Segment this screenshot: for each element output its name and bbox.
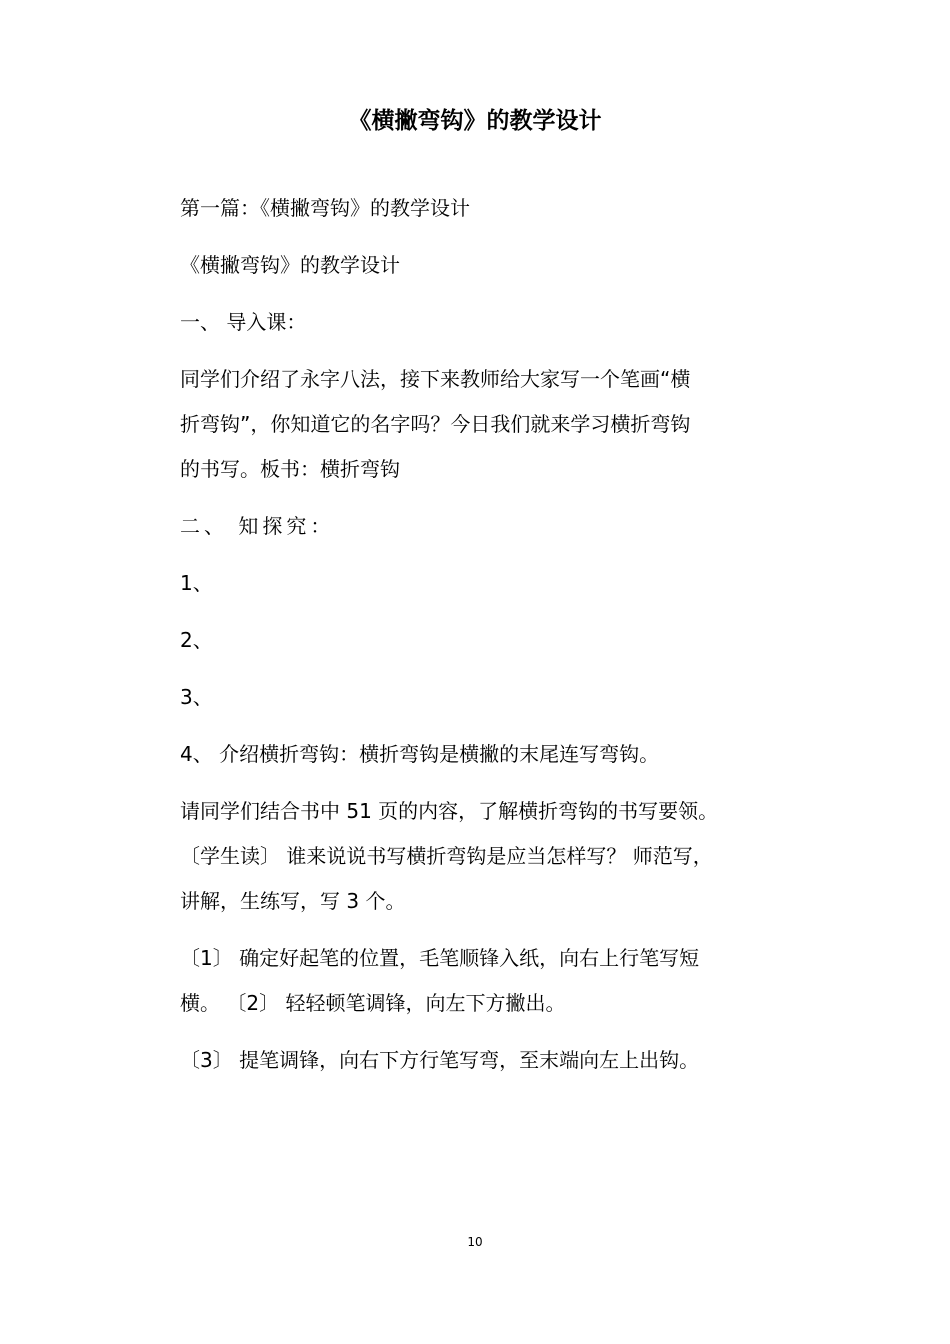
- text-line: 的书写。板书：横折弯钩: [180, 457, 400, 481]
- text-line: 3、: [180, 685, 213, 709]
- text-line: 4、 介绍横折弯钩：横折弯钩是横撇的末尾连写弯钩。: [180, 742, 660, 766]
- document-title: 《横撇弯钩》的教学设计: [348, 108, 602, 134]
- page-number: 10: [467, 1235, 483, 1249]
- paragraph-list-item-4: [180, 732, 770, 777]
- paragraph-intro-text: [180, 357, 770, 492]
- paragraph-reading-task: [180, 789, 770, 924]
- paragraph-list-item-2: [180, 618, 770, 663]
- text-line: 《横撇弯钩》的教学设计: [180, 253, 400, 277]
- paragraph-subtitle: [180, 243, 770, 288]
- paragraph-list-item-3: [180, 675, 770, 720]
- text-line: 讲解，生练写，写 3 个。: [180, 889, 406, 913]
- text-line: 1、: [180, 571, 213, 595]
- text-line: 一、 导入课：: [180, 310, 307, 334]
- text-line: 2、: [180, 628, 213, 652]
- document-body: [180, 186, 770, 1095]
- text-line: 〔1〕 确定好起笔的位置，毛笔顺锋入纸，向右上行笔写短: [180, 946, 700, 970]
- paragraph-section-heading: [180, 186, 770, 231]
- paragraph-steps-1-2: [180, 936, 770, 1026]
- text-line: 同学们介绍了永字八法，接下来教师给大家写一个笔画“横: [180, 367, 691, 391]
- paragraph-heading-intro: [180, 300, 770, 345]
- text-line: 折弯钩”，你知道它的名字吗？今日我们就来学习横折弯钩: [180, 412, 691, 436]
- text-line: 〔学生读〕 谁来说说书写横折弯钩是应当怎样写？ 师范写，: [180, 844, 713, 868]
- paragraph-step-3: [180, 1038, 770, 1083]
- text-line: 二、 知探究：: [180, 514, 335, 538]
- text-line: 请同学们结合书中 51 页的内容，了解横折弯钩的书写要领。: [180, 799, 719, 823]
- text-line: 〔3〕 提笔调锋，向右下方行笔写弯，至末端向左上出钩。: [180, 1048, 700, 1072]
- text-line: 横。 〔2〕 轻轻顿笔调锋，向左下方撇出。: [180, 991, 566, 1015]
- paragraph-list-item-1: [180, 561, 770, 606]
- text-line: 第一篇：《横撇弯钩》的教学设计: [180, 196, 470, 220]
- paragraph-heading-explore: [180, 504, 770, 549]
